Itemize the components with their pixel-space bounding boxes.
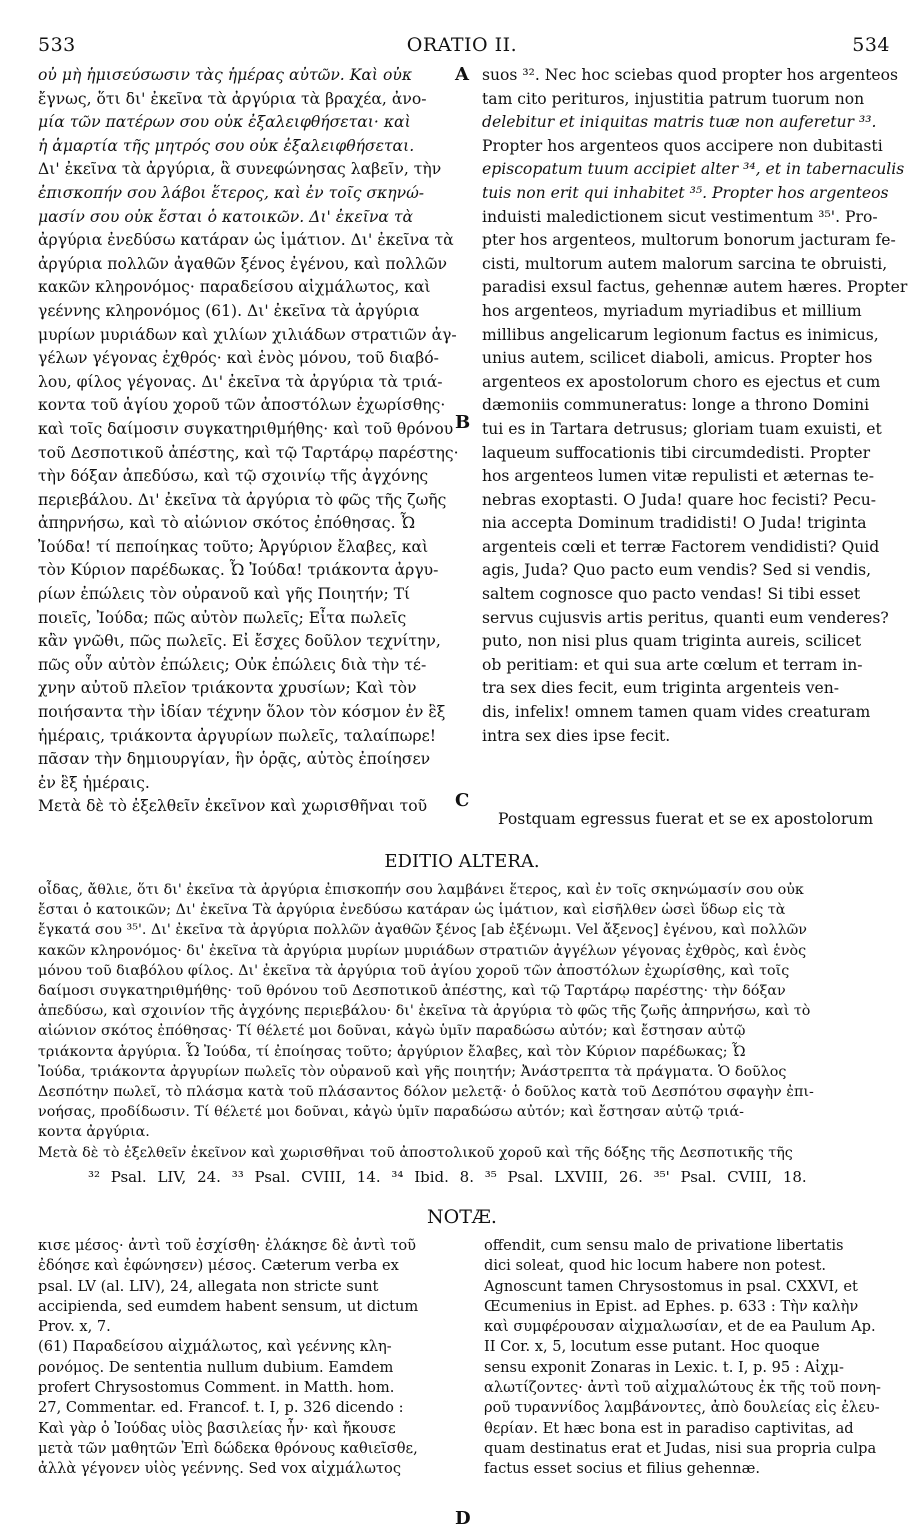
latin-line: puto, non nisi plus quam triginta aureis, scilicet <box>482 632 862 651</box>
notes-left-column <box>38 1236 468 1480</box>
latin-line: unius autem, scilicet diaboli, amicus. Propter hos <box>482 349 873 368</box>
margin-letter-a: A <box>455 64 469 85</box>
latin-line: cisti, multorum autem malorum sarcina te obruisti, <box>482 254 888 273</box>
latin-line: argenteis cœli et terræ Factorem vendidisti? Quid <box>482 537 880 556</box>
note-line: II Cor. x, 5, locutum esse putant. Hoc quoque <box>484 1338 820 1356</box>
editio-line: μόνου τοῦ διαβόλου φίλος. Δι' ἐκεῖνα τὰ ἀργύρια τοῦ ἁγίου χοροῦ τῶν ἀποστόλων ἐχωρίσθης, καὶ τοῖς <box>38 962 790 979</box>
latin-last-line: Postquam egressus fuerat et se ex apostolorum <box>498 810 874 828</box>
greek-line: ἀπηρνήσω, καὶ τὸ αἰώνιον σκότος ἐπόθησας. Ὦ <box>38 514 416 533</box>
latin-line: suos ³². Nec hoc sciebas quod propter hos argenteos <box>482 66 899 84</box>
note-line: dici soleat, quod hic locum habere non potest. <box>484 1257 826 1275</box>
greek-line: πῶς οὖν αὐτὸν ἐπώλεις; Οὐκ ἐπώλεις διὰ τὴν τέ- <box>38 655 427 674</box>
greek-line: καὶ τοῖς δαίμοσιν συγκατηριθμήθης· καὶ τοῦ θρόνου <box>38 419 454 438</box>
note-line: ἀλλὰ γέγονεν υἱὸς γεέννης. Sed vox αἰχμάλωτος <box>38 1460 402 1478</box>
note-line: ροῦ τυραννίδος λαμβάνοντες, ἀπὸ δουλείας εἰς ἐλευ- <box>484 1399 880 1417</box>
greek-line: μασίν σου οὐκ ἔσται ὁ κατοικῶν. Δι' ἐκεῖνα τὰ <box>38 207 414 226</box>
note-line: factus esset socius et filius gehennæ. <box>484 1460 760 1478</box>
greek-line: Δι' ἐκεῖνα τὰ ἀργύρια, ἃ συνεφώνησας λαβεῖν, τὴν <box>38 160 442 179</box>
latin-line: intra sex dies ipse fecit. <box>482 726 671 745</box>
greek-line: ἔγνως, ὅτι δι' ἐκεῖνα τὰ ἀργύρια τὰ βραχέα, ἀνο- <box>38 89 427 108</box>
latin-line: delebitur et iniquitas matris tuæ non auferetur ³³. <box>482 113 877 132</box>
note-line: Prov. x, 7. <box>38 1318 111 1336</box>
latin-line: agis, Juda? Quo pacto eum vendis? Sed si vendis, <box>482 561 872 580</box>
latin-line: nebras exoptasti. O Juda! quare hoc fecisti? Pecu- <box>482 490 877 509</box>
latin-line: episcopatum tuum accipiet alter ³⁴, et in tabernaculis <box>482 160 905 179</box>
greek-text-column <box>38 64 463 819</box>
greek-line: μυρίων μυριάδων καὶ χιλίων χιλιάδων στρατιῶν ἀγ- <box>38 325 457 344</box>
latin-line: Propter hos argenteos quos accipere non dubitasti <box>482 136 883 155</box>
greek-line: Μετὰ δὲ τὸ ἐξελθεῖν ἐκεῖνον καὶ χωρισθῆναι τοῦ <box>38 797 428 816</box>
greek-line: χνην αὐτοῦ πλεῖον τριάκοντα χρυσίων; Καὶ τὸν <box>38 679 417 698</box>
latin-line: laqueum suffocationis tibi circumdedisti. Propter <box>482 443 871 462</box>
note-line: Καὶ γὰρ ὁ Ἰούδας υἱὸς βασιλείας ἦν· καὶ ἤκουσε <box>38 1419 396 1437</box>
note-line: quam destinatus erat et Judas, nisi sua propria culpa <box>484 1439 877 1457</box>
margin-letter-b: B <box>455 412 471 433</box>
greek-line: μία τῶν πατέρων σου οὐκ ἐξαλειφθήσεται· καὶ <box>38 113 411 132</box>
note-line: μετὰ τῶν μαθητῶν Ἐπὶ δώδεκα θρόνους καθιεῖσθε, <box>38 1439 418 1457</box>
latin-line: dæmoniis communeratus: longe a throno Domini <box>482 396 870 415</box>
note-line: καὶ συμφέρουσαν αἰχμαλωσίαν, et de ea Paulum Ap. <box>484 1318 876 1336</box>
greek-line: κοντα τοῦ ἁγίου χοροῦ τῶν ἀποστόλων ἐχωρίσθης· <box>38 396 446 415</box>
editio-line: κακῶν κληρονόμος· δι' ἐκεῖνα τὰ ἀργύρια μυρίων μυριάδων στρατιῶν ἀγγέλων γέγονας ἐχθρὸς, καὶ ἑνὸς <box>38 942 807 959</box>
note-line: Agnoscunt tamen Chrysostomus in psal. CXXVI, et <box>484 1277 858 1295</box>
editio-line: δαίμοσι συγκατηριθμήθης· τοῦ θρόνου τοῦ Δεσποτικοῦ ἀπέστης, καὶ τῷ Ταρτάρῳ παρέστης· τὴν δόξαν <box>38 983 786 1000</box>
note-line: offendit, cum sensu malo de privatione libertatis <box>484 1237 844 1254</box>
latin-line: hos argenteos, myriadum myriadibus et millium <box>482 301 862 320</box>
running-title: ORATIO II. <box>406 34 518 56</box>
page-number-right: 534 <box>852 34 890 56</box>
greek-line: τὸν Κύριον παρέδωκας. Ὦ Ἰούδα! τριάκοντα ἀργυ- <box>38 561 439 580</box>
editio-line: Δεσπότην πωλεῖ, τὸ πλάσμα κατὰ τοῦ πλάσαντος δόλον μελετᾷ· ὁ δοῦλος κατὰ τοῦ Δεσπότου σφαγὴν ἐπι- <box>38 1084 814 1101</box>
greek-line: οὐ μὴ ἡμισεύσωσιν τὰς ἡμέρας αὐτῶν. Καὶ οὐκ <box>38 66 413 84</box>
greek-line: Ἰούδα! τί πεποίηκας τοῦτο; Ἀργύριον ἔλαβες, καὶ <box>38 537 429 556</box>
notae-title: NOTÆ. <box>427 1206 497 1228</box>
greek-line: ἐν ἓξ ἡμέραις. <box>38 773 150 792</box>
editio-line: ἔγκατά σου ³⁵'. Δι' ἐκεῖνα τὰ ἀργύρια πολλῶν ἀγαθῶν ξένος [ab ἐξένωμι. Vel ἄξενος] ἐγένου, καὶ πολλῶν <box>38 922 807 939</box>
note-line: sensu exponit Zonaras in Lexic. t. I, p. 95 : Αἰχμ- <box>484 1358 844 1376</box>
note-line: αλωτίζοντες· ἀντὶ τοῦ αἰχμαλώτους ἐκ τῆς τοῦ πονη- <box>484 1379 881 1397</box>
latin-line: tra sex dies fecit, eum triginta argenteis ven- <box>482 679 840 698</box>
margin-letter-d: D <box>455 1508 471 1529</box>
margin-letter-c: C <box>455 790 470 811</box>
latin-line: dis, infelix! omnem tamen quam vides creaturam <box>482 703 871 722</box>
latin-line: servus cujusvis artis peritus, quanti eum venderes? <box>482 608 889 627</box>
greek-line: τὴν δόξαν ἀπεδύσω, καὶ τῷ σχοινίῳ τῆς ἀγχόνης <box>38 467 429 486</box>
greek-line: πᾶσαν τὴν δημιουργίαν, ἣν ὁρᾷς, αὐτὸς ἐποίησεν <box>38 750 431 769</box>
greek-line: γεέννης κληρονόμος (61). Δι' ἐκεῖνα τὰ ἀργύρια <box>38 301 420 320</box>
greek-line: λου, φίλος γέγονας. Δι' ἐκεῖνα τὰ ἀργύρια τὰ τριά- <box>38 372 443 391</box>
scripture-references: ³² Psal. LIV, 24. ³³ Psal. CVIII, 14. ³⁴ Ibid. 8. ³⁵ Psal. LXVIII, 26. ³⁵' Psal. CVIII, 18. <box>88 1168 807 1186</box>
editio-line: οἶδας, ἄθλιε, ὅτι δι' ἐκεῖνα τὰ ἀργύρια ἐπισκοπήν σου λαμβάνει ἕτερος, καὶ ἐν τοῖς σκηνώμασίν σου οὐκ <box>38 882 804 898</box>
editio-altera-text <box>38 880 898 1163</box>
latin-line: millibus angelicarum legionum factus es inimicus, <box>482 325 879 344</box>
note-line: (61) Παραδείσου αἰχμάλωτος, καὶ γεέννης κλη- <box>38 1338 392 1356</box>
greek-line: τοῦ Δεσποτικοῦ ἀπέστης, καὶ τῷ Ταρτάρῳ παρέστης· <box>38 443 459 462</box>
note-line: ρονόμος. De sententia nullum dubium. Eamdem <box>38 1358 394 1376</box>
greek-line: κακῶν κληρονόμος· παραδείσου αἰχμάλωτος, καὶ <box>38 278 431 297</box>
editio-line: αἰώνιον σκότος ἐπόθησας· Τί θέλετέ μοι δοῦναι, κἀγὼ ὑμῖν παραδώσω αὐτόν; καὶ ἔστησαν αὐτῷ <box>38 1023 746 1040</box>
note-line: profert Chrysostomus Comment. in Matth. hom. <box>38 1379 395 1397</box>
greek-line: ἀργύρια πολλῶν ἀγαθῶν ξένος ἐγένου, καὶ πολλῶν <box>38 254 447 273</box>
editio-line: ἀπεδύσω, καὶ σχοινίον τῆς ἀγχόνης περιεβάλου· δι' ἐκεῖνα τὰ ἀργύρια τὸ φῶς τῆς ζωῆς ἀπηρνήσω, καὶ τὸ <box>38 1003 811 1020</box>
greek-line: ποιεῖς, Ἰούδα; πῶς αὐτὸν πωλεῖς; Εἶτα πωλεῖς <box>38 608 407 627</box>
note-line: ἐδόησε καὶ ἐφώνησεν) μέσος. Cæterum verba ex <box>38 1257 399 1275</box>
latin-text-column <box>482 64 908 748</box>
latin-line: tam cito perituros, injustitia patrum tuorum non <box>482 89 865 108</box>
greek-line: γέλων γέγονας ἐχθρός· καὶ ἑνὸς μόνου, τοῦ διαβό- <box>38 349 439 368</box>
editio-line: νοήσας, προδίδωσιν. Τί θέλετέ μοι δοῦναι, κἀγὼ ὑμῖν παραδώσω αὐτόν; καὶ ἔστησαν αὐτῷ τριά- <box>38 1104 745 1121</box>
greek-line: ἡμέραις, τριάκοντα ἀργυρίων πωλεῖς, ταλαίπωρε! <box>38 726 436 745</box>
latin-line: tui es in Tartara detrusus; gloriam tuam exuisti, et <box>482 419 882 438</box>
latin-line: nia accepta Dominum tradidisti! O Juda! triginta <box>482 514 867 533</box>
latin-line: argenteos ex apostolorum choro es ejectus et cum <box>482 372 881 391</box>
note-line: κισε μέσος· ἀντὶ τοῦ ἐσχίσθη· ἐλάκησε δὲ ἀντὶ τοῦ <box>38 1237 417 1254</box>
editio-line: τριάκοντα ἀργύρια. Ὦ Ἰούδα, τί ἐποίησας τοῦτο; ἀργύριον ἔλαβες, καὶ τὸν Κύριον παρέδωκας; Ὦ <box>38 1043 746 1060</box>
greek-line: ποιήσαντα τὴν ἰδίαν τέχνην ὅλον τὸν κόσμον ἐν ἓξ <box>38 703 446 722</box>
notes-right-column <box>484 1236 894 1480</box>
latin-line: tuis non erit qui inhabitet ³⁵. Propter hos argenteos <box>482 183 889 202</box>
latin-line: hos argenteos lumen vitæ repulisti et æternas te- <box>482 467 874 486</box>
greek-line: ἡ ἁμαρτία τῆς μητρός σου οὐκ ἐξαλειφθήσεται. <box>38 136 415 155</box>
latin-line: saltem cognosce quo pacto vendas! Si tibi esset <box>482 585 861 604</box>
note-line: θερίαν. Et hæc bona est in paradiso captivitas, ad <box>484 1419 854 1437</box>
greek-line: κἂν γνῶθι, πῶς πωλεῖς. Εἰ ἔσχες δοῦλον τεχνίτην, <box>38 632 441 651</box>
editio-line: Μετὰ δὲ τὸ ἐξελθεῖν ἐκεῖνον καὶ χωρισθῆναι τοῦ ἀποστολικοῦ χοροῦ καὶ τῆς δόξης τῆς Δεσποτικῆς τῆς <box>38 1144 793 1161</box>
greek-line: ἀργύρια ἐνεδύσω κατάραν ὡς ἱμάτιον. Δι' ἐκεῖνα τὰ <box>38 231 454 250</box>
latin-line: pter hos argenteos, multorum bonorum jacturam fe- <box>482 231 896 250</box>
latin-line: induisti maledictionem sicut vestimentum ³⁵'. Pro- <box>482 207 878 226</box>
note-line: Œcumenius in Epist. ad Ephes. p. 633 : Τὴν καλὴν <box>484 1297 859 1315</box>
editio-line: κοντα ἀργύρια. <box>38 1124 150 1141</box>
editio-line: Ἰούδα, τριάκοντα ἀργυρίων πωλεῖς τὸν οὐρανοῦ καὶ γῆς ποιητήν; Ἀνάστρεπτα τὰ πράγματα. Ὁ δοῦλος <box>38 1063 787 1080</box>
latin-line: ob peritiam: et qui sua arte cœlum et terram in- <box>482 655 863 674</box>
editio-line: ἔσται ὁ κατοικῶν; Δι' ἐκεῖνα Τὰ ἀργύρια ἐνεδύσω κατάραν ὡς ἱμάτιον, καὶ εἰσῆλθεν ὡσεὶ ὕδωρ εἰς τὰ <box>38 902 786 919</box>
greek-line: ἐπισκοπήν σου λάβοι ἕτερος, καὶ ἐν τοῖς σκηνώ- <box>38 183 425 202</box>
latin-line: paradisi exsul factus, gehennæ autem hæres. Propter <box>482 278 908 297</box>
note-line: accipienda, sed eumdem habent sensum, ut dictum <box>38 1297 419 1315</box>
page-number-left: 533 <box>38 34 76 56</box>
greek-line: περιεβάλου. Δι' ἐκεῖνα τὰ ἀργύρια τὸ φῶς τῆς ζωῆς <box>38 490 447 509</box>
note-line: 27, Commentar. ed. Francof. t. I, p. 326 dicendo : <box>38 1399 404 1417</box>
editio-altera-title: EDITIO ALTERA. <box>384 851 540 872</box>
greek-line: ρίων ἐπώλεις τὸν οὐρανοῦ καὶ γῆς Ποιητήν; Τί <box>38 585 411 604</box>
note-line: psal. LV (al. LIV), 24, allegata non stricte sunt <box>38 1277 379 1295</box>
